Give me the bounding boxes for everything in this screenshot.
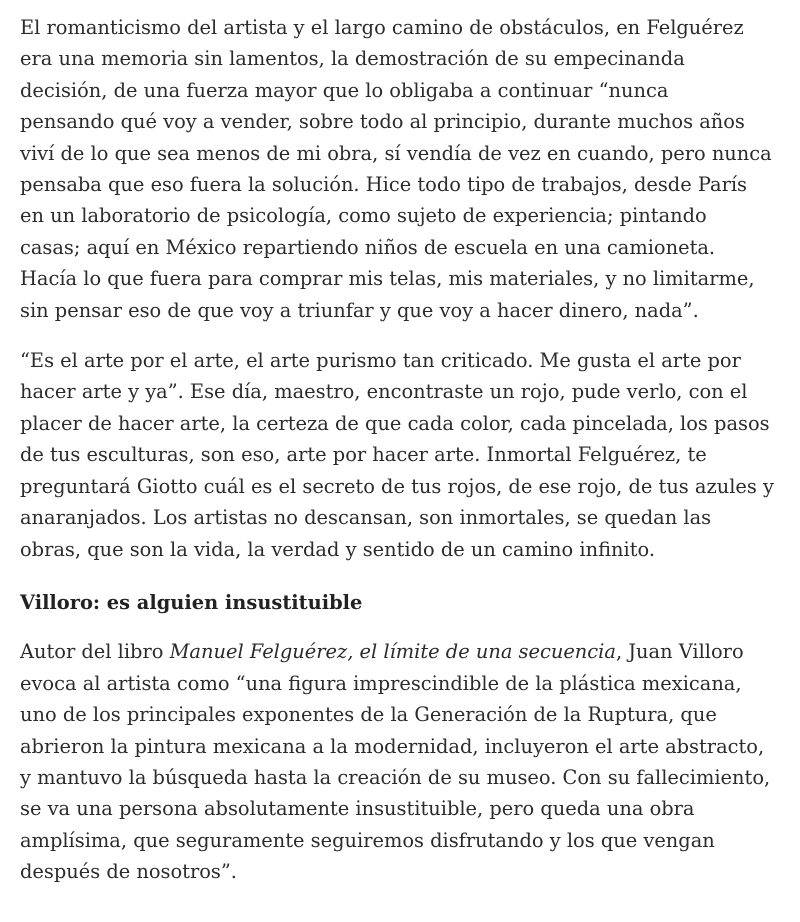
paragraph-text: Autor del libro <box>20 640 170 664</box>
paragraph-line: viví de lo que sea menos de mi obra, sí vendía de vez en cuando, pero nunca <box>20 141 772 165</box>
article-body <box>20 12 788 888</box>
paragraph-line: pensando qué voy a vender, sobre todo al principio, durante muchos años <box>20 110 745 134</box>
paragraph-1 <box>20 12 788 326</box>
paragraph-line: hacer arte y ya”. Ese día, maestro, encontraste un rojo, pude verlo, con el <box>20 380 748 404</box>
paragraph-line <box>20 636 788 667</box>
paragraph-line: uno de los principales exponentes de la Generación de la Ruptura, que <box>20 703 717 727</box>
paragraph-line: Hacía lo que fuera para comprar mis telas, mis materiales, y no limitarme, <box>20 267 755 291</box>
paragraph-line: preguntará Giotto cuál es el secreto de tus rojos, de ese rojo, de tus azules y <box>20 474 774 498</box>
paragraph-line: amplísima, que seguramente seguiremos disfrutando y los que vengan <box>20 828 715 852</box>
paragraph-line: pensaba que eso fuera la solución. Hice todo tipo de trabajos, desde París <box>20 173 747 197</box>
paragraph-line: casas; aquí en México repartiendo niños de escuela en una camioneta. <box>20 235 716 259</box>
paragraph-line: evoca al artista como “una figura imprescindible de la plástica mexicana, <box>20 671 742 695</box>
paragraph-line: “Es el arte por el arte, el arte purismo tan criticado. Me gusta el arte por <box>20 349 741 373</box>
paragraph-line: era una memoria sin lamentos, la demostración de su empecinanda <box>20 47 685 71</box>
paragraph-text: , Juan Villoro <box>615 640 744 664</box>
paragraph-line: sin pensar eso de que voy a triunfar y que voy a hacer dinero, nada”. <box>20 298 699 322</box>
paragraph-line: abrieron la pintura mexicana a la modernidad, incluyeron el arte abstracto, <box>20 734 765 758</box>
paragraph-line: en un laboratorio de psicología, como sujeto de experiencia; pintando <box>20 204 707 228</box>
paragraph-line: obras, que son la vida, la verdad y sentido de un camino infinito. <box>20 537 655 561</box>
paragraph-line: y mantuvo la búsqueda hasta la creación de su museo. Con su fallecimiento, <box>20 765 771 789</box>
book-title: Manuel Felguérez, el límite de una secuencia <box>169 640 616 664</box>
paragraph-line: anaranjados. Los artistas no descansan, son inmortales, se quedan las <box>20 506 712 530</box>
paragraph-line: después de nosotros”. <box>20 860 237 884</box>
paragraph-3 <box>20 636 788 887</box>
paragraph-line: decisión, de una fuerza mayor que lo obligaba a continuar “nunca <box>20 78 669 102</box>
paragraph-line: se va una persona absolutamente insustituible, pero queda una obra <box>20 797 695 821</box>
section-subheading: Villoro: es alguien insustituible <box>20 590 363 614</box>
paragraph-line: placer de hacer arte, la certeza de que cada color, cada pincelada, los pasos <box>20 411 770 435</box>
paragraph-2 <box>20 345 788 565</box>
paragraph-line: de tus esculturas, son eso, arte por hacer arte. Inmortal Felguérez, te <box>20 443 707 467</box>
paragraph-line: El romanticismo del artista y el largo camino de obstáculos, en Felguérez <box>20 16 744 39</box>
